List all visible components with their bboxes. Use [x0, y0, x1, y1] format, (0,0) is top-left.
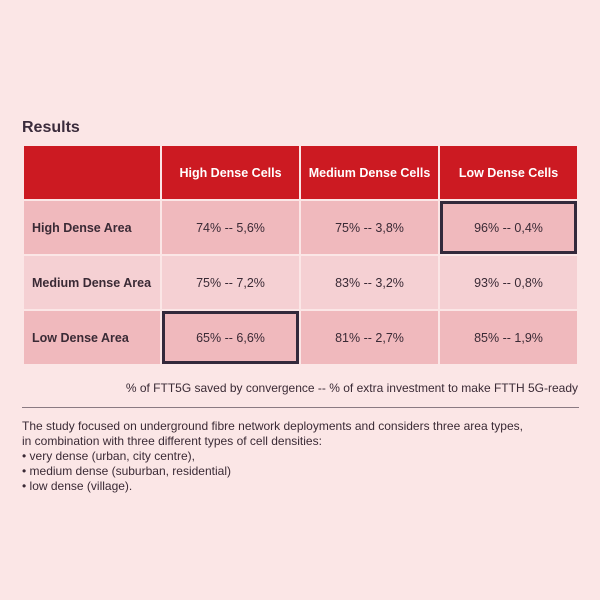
table-caption: % of FTT5G saved by convergence -- % of extra investment to make FTTH 5G-ready: [125, 381, 578, 395]
column-header-low-dense-cells: Low Dense Cells: [440, 146, 577, 199]
row-label-medium-dense-area: Medium Dense Area: [24, 256, 160, 309]
table-cell: 75% -- 3,8%: [301, 201, 438, 254]
table-cell: 81% -- 2,7%: [301, 311, 438, 364]
table-cell: 74% -- 5,6%: [162, 201, 299, 254]
column-header-high-dense-cells: High Dense Cells: [162, 146, 299, 199]
table-cell-highlighted: 65% -- 6,6%: [162, 311, 299, 364]
table-cell-highlighted: 96% -- 0,4%: [440, 201, 577, 254]
description-line: The study focused on underground fibre network deployments and considers three area types,: [22, 419, 523, 433]
description-line: in combination with three different types of cell densities:: [22, 434, 322, 448]
column-header-medium-dense-cells: Medium Dense Cells: [301, 146, 438, 199]
table-row-high-dense-area: [24, 201, 577, 254]
divider: [22, 407, 579, 408]
results-table: [22, 144, 579, 366]
list-item: • medium dense (suburban, residential): [22, 464, 582, 479]
table-cell: 75% -- 7,2%: [162, 256, 299, 309]
table-cell: 83% -- 3,2%: [301, 256, 438, 309]
table-row-medium-dense-area: [24, 256, 577, 309]
description: [22, 419, 582, 494]
density-list: [22, 449, 582, 494]
table-corner-cell: [24, 146, 160, 199]
row-label-high-dense-area: High Dense Area: [24, 201, 160, 254]
list-item: • low dense (village).: [22, 479, 582, 494]
list-item: • very dense (urban, city centre),: [22, 449, 582, 464]
table-row-low-dense-area: [24, 311, 577, 364]
table-cell: 93% -- 0,8%: [440, 256, 577, 309]
section-title: Results: [22, 119, 80, 136]
row-label-low-dense-area: Low Dense Area: [24, 311, 160, 364]
table-cell: 85% -- 1,9%: [440, 311, 577, 364]
table-header-row: [24, 146, 577, 199]
